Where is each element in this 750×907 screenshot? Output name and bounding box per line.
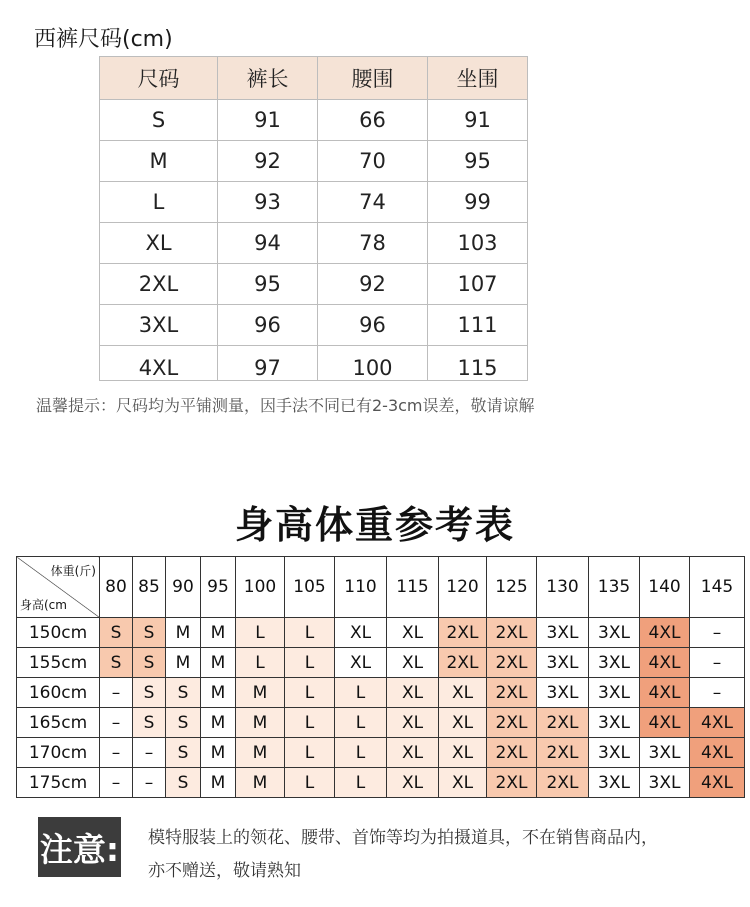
- pants-table-cell: 96: [218, 305, 318, 346]
- size-cell: –: [133, 738, 166, 768]
- size-cell: 3XL: [589, 618, 640, 648]
- pants-table-cell: 2XL: [100, 264, 218, 305]
- size-cell: M: [166, 618, 201, 648]
- pants-table-cell: 99: [428, 182, 528, 223]
- pants-table-cell: 91: [218, 100, 318, 141]
- height-row: [17, 618, 745, 648]
- size-cell: 3XL: [537, 678, 589, 708]
- weight-header-cell: 105: [285, 557, 335, 618]
- pants-table-cell: 107: [428, 264, 528, 305]
- size-cell: 4XL: [640, 618, 690, 648]
- size-cell: M: [236, 738, 285, 768]
- pants-table-cell: XL: [100, 223, 218, 264]
- size-cell: 3XL: [589, 768, 640, 798]
- pants-table-cell: 103: [428, 223, 528, 264]
- pants-table-row: [100, 305, 528, 346]
- weight-header-cell: 85: [133, 557, 166, 618]
- size-cell: S: [100, 648, 133, 678]
- size-cell: 3XL: [640, 738, 690, 768]
- size-cell: –: [690, 648, 745, 678]
- size-cell: S: [166, 738, 201, 768]
- pants-header-hip: 坐围: [428, 57, 528, 100]
- size-cell: 2XL: [487, 648, 537, 678]
- size-cell: L: [236, 648, 285, 678]
- size-cell: S: [100, 618, 133, 648]
- note-text-line-2: 亦不赠送，敬请熟知: [148, 861, 301, 881]
- pants-table-cell: S: [100, 100, 218, 141]
- size-cell: 2XL: [487, 708, 537, 738]
- height-label-cell: 150cm: [17, 618, 100, 648]
- size-cell: L: [285, 618, 335, 648]
- size-cell: L: [285, 768, 335, 798]
- pants-table-row: [100, 182, 528, 223]
- height-label-cell: 170cm: [17, 738, 100, 768]
- pants-table-cell: 4XL: [100, 346, 218, 381]
- size-cell: M: [236, 768, 285, 798]
- size-cell: XL: [387, 648, 439, 678]
- pants-table-cell: L: [100, 182, 218, 223]
- note-text-line-1: 模特服装上的领花、腰带、首饰等均为拍摄道具，不在销售商品内，: [148, 828, 658, 848]
- size-cell: XL: [387, 678, 439, 708]
- corner-weight-label: 体重(斤): [50, 564, 96, 578]
- size-cell: S: [166, 708, 201, 738]
- size-cell: M: [201, 618, 236, 648]
- size-cell: –: [100, 678, 133, 708]
- pants-table-row: [100, 223, 528, 264]
- pants-table-cell: 91: [428, 100, 528, 141]
- pants-table-row: [100, 264, 528, 305]
- size-cell: 4XL: [640, 708, 690, 738]
- pants-table-cell: 111: [428, 305, 528, 346]
- size-cell: M: [201, 708, 236, 738]
- size-cell: L: [285, 708, 335, 738]
- size-cell: XL: [439, 678, 487, 708]
- size-cell: 2XL: [487, 738, 537, 768]
- pants-table-cell: 92: [218, 141, 318, 182]
- height-label-cell: 155cm: [17, 648, 100, 678]
- weight-header-cell: 135: [589, 557, 640, 618]
- size-cell: XL: [335, 648, 387, 678]
- height-weight-body: [17, 618, 745, 798]
- size-cell: L: [335, 768, 387, 798]
- pants-table-row: [100, 141, 528, 182]
- height-label-cell: 175cm: [17, 768, 100, 798]
- size-cell: 4XL: [690, 768, 745, 798]
- size-cell: L: [285, 678, 335, 708]
- size-cell: M: [201, 648, 236, 678]
- size-cell: M: [236, 678, 285, 708]
- pants-header-length: 裤长: [218, 57, 318, 100]
- size-cell: S: [133, 708, 166, 738]
- size-cell: –: [133, 768, 166, 798]
- size-cell: L: [236, 618, 285, 648]
- size-cell: 2XL: [537, 738, 589, 768]
- pants-header-size: 尺码: [100, 57, 218, 100]
- pants-table-header-row: [100, 57, 528, 100]
- size-cell: 2XL: [439, 648, 487, 678]
- size-cell: L: [335, 738, 387, 768]
- pants-table-cell: 96: [318, 305, 428, 346]
- pants-size-title: 西裤尺码(cm): [34, 27, 173, 52]
- pants-table-cell: M: [100, 141, 218, 182]
- reference-table-title: 身高体重参考表: [234, 503, 515, 547]
- pants-table-cell: 92: [318, 264, 428, 305]
- height-label-cell: 160cm: [17, 678, 100, 708]
- height-row: [17, 648, 745, 678]
- pants-table-row: [100, 346, 528, 381]
- pants-table-cell: 74: [318, 182, 428, 223]
- weight-header-cell: 90: [166, 557, 201, 618]
- size-cell: M: [201, 678, 236, 708]
- size-cell: 2XL: [439, 618, 487, 648]
- size-cell: 3XL: [640, 768, 690, 798]
- size-cell: XL: [387, 738, 439, 768]
- size-cell: 3XL: [589, 678, 640, 708]
- weight-header-cell: 120: [439, 557, 487, 618]
- corner-height-label: 身高(cm: [20, 598, 67, 612]
- size-cell: M: [201, 768, 236, 798]
- size-cell: 3XL: [589, 708, 640, 738]
- weight-header-cell: 110: [335, 557, 387, 618]
- size-cell: XL: [439, 738, 487, 768]
- size-cell: 2XL: [487, 768, 537, 798]
- weight-header-cell: 100: [236, 557, 285, 618]
- weight-header-cell: 145: [690, 557, 745, 618]
- pants-table-cell: 97: [218, 346, 318, 381]
- height-label-cell: 165cm: [17, 708, 100, 738]
- size-cell: 2XL: [487, 618, 537, 648]
- size-cell: L: [335, 678, 387, 708]
- weight-header-cell: 115: [387, 557, 439, 618]
- height-row: [17, 768, 745, 798]
- size-cell: –: [690, 678, 745, 708]
- pants-table-cell: 95: [218, 264, 318, 305]
- size-cell: M: [201, 738, 236, 768]
- size-cell: XL: [387, 708, 439, 738]
- size-cell: S: [166, 768, 201, 798]
- pants-header-waist: 腰围: [318, 57, 428, 100]
- height-row: [17, 738, 745, 768]
- height-row: [17, 678, 745, 708]
- pants-table-cell: 78: [318, 223, 428, 264]
- size-cell: 3XL: [537, 648, 589, 678]
- size-cell: 2XL: [537, 768, 589, 798]
- size-cell: XL: [439, 768, 487, 798]
- size-cell: XL: [439, 708, 487, 738]
- weight-header-cell: 130: [537, 557, 589, 618]
- size-cell: –: [100, 768, 133, 798]
- size-cell: 3XL: [589, 738, 640, 768]
- size-cell: XL: [387, 768, 439, 798]
- size-cell: –: [690, 618, 745, 648]
- size-cell: –: [100, 708, 133, 738]
- pants-size-table: [99, 56, 528, 381]
- size-cell: 3XL: [537, 618, 589, 648]
- size-cell: S: [133, 678, 166, 708]
- pants-table-cell: 94: [218, 223, 318, 264]
- size-cell: 2XL: [537, 708, 589, 738]
- size-cell: –: [100, 738, 133, 768]
- note-badge: 注意:: [38, 817, 121, 877]
- weight-header-cell: 80: [100, 557, 133, 618]
- measurement-tip: 温馨提示：尺码均为平铺测量，因手法不同已有2-3cm误差，敬请谅解: [36, 396, 535, 415]
- size-cell: L: [285, 738, 335, 768]
- size-cell: L: [335, 708, 387, 738]
- size-cell: S: [133, 648, 166, 678]
- pants-table-cell: 95: [428, 141, 528, 182]
- size-cell: 3XL: [589, 648, 640, 678]
- size-cell: L: [285, 648, 335, 678]
- size-cell: 2XL: [487, 678, 537, 708]
- pants-table-cell: 66: [318, 100, 428, 141]
- height-row: [17, 708, 745, 738]
- pants-table-cell: 100: [318, 346, 428, 381]
- weight-header-cell: 140: [640, 557, 690, 618]
- size-cell: S: [166, 678, 201, 708]
- pants-table-cell: 70: [318, 141, 428, 182]
- size-cell: M: [166, 648, 201, 678]
- pants-table-cell: 93: [218, 182, 318, 223]
- weight-header-row: [17, 557, 745, 618]
- size-cell: 4XL: [690, 738, 745, 768]
- size-cell: 4XL: [640, 678, 690, 708]
- weight-header-cell: 125: [487, 557, 537, 618]
- pants-table-cell: 3XL: [100, 305, 218, 346]
- corner-cell: [17, 557, 100, 618]
- pants-table-body: [100, 100, 528, 381]
- size-cell: M: [236, 708, 285, 738]
- size-cell: 4XL: [640, 648, 690, 678]
- size-cell: S: [133, 618, 166, 648]
- size-cell: XL: [387, 618, 439, 648]
- pants-table-cell: 115: [428, 346, 528, 381]
- size-cell: XL: [335, 618, 387, 648]
- weight-header-cell: 95: [201, 557, 236, 618]
- pants-table-row: [100, 100, 528, 141]
- size-cell: 4XL: [690, 708, 745, 738]
- height-weight-table: [16, 556, 745, 798]
